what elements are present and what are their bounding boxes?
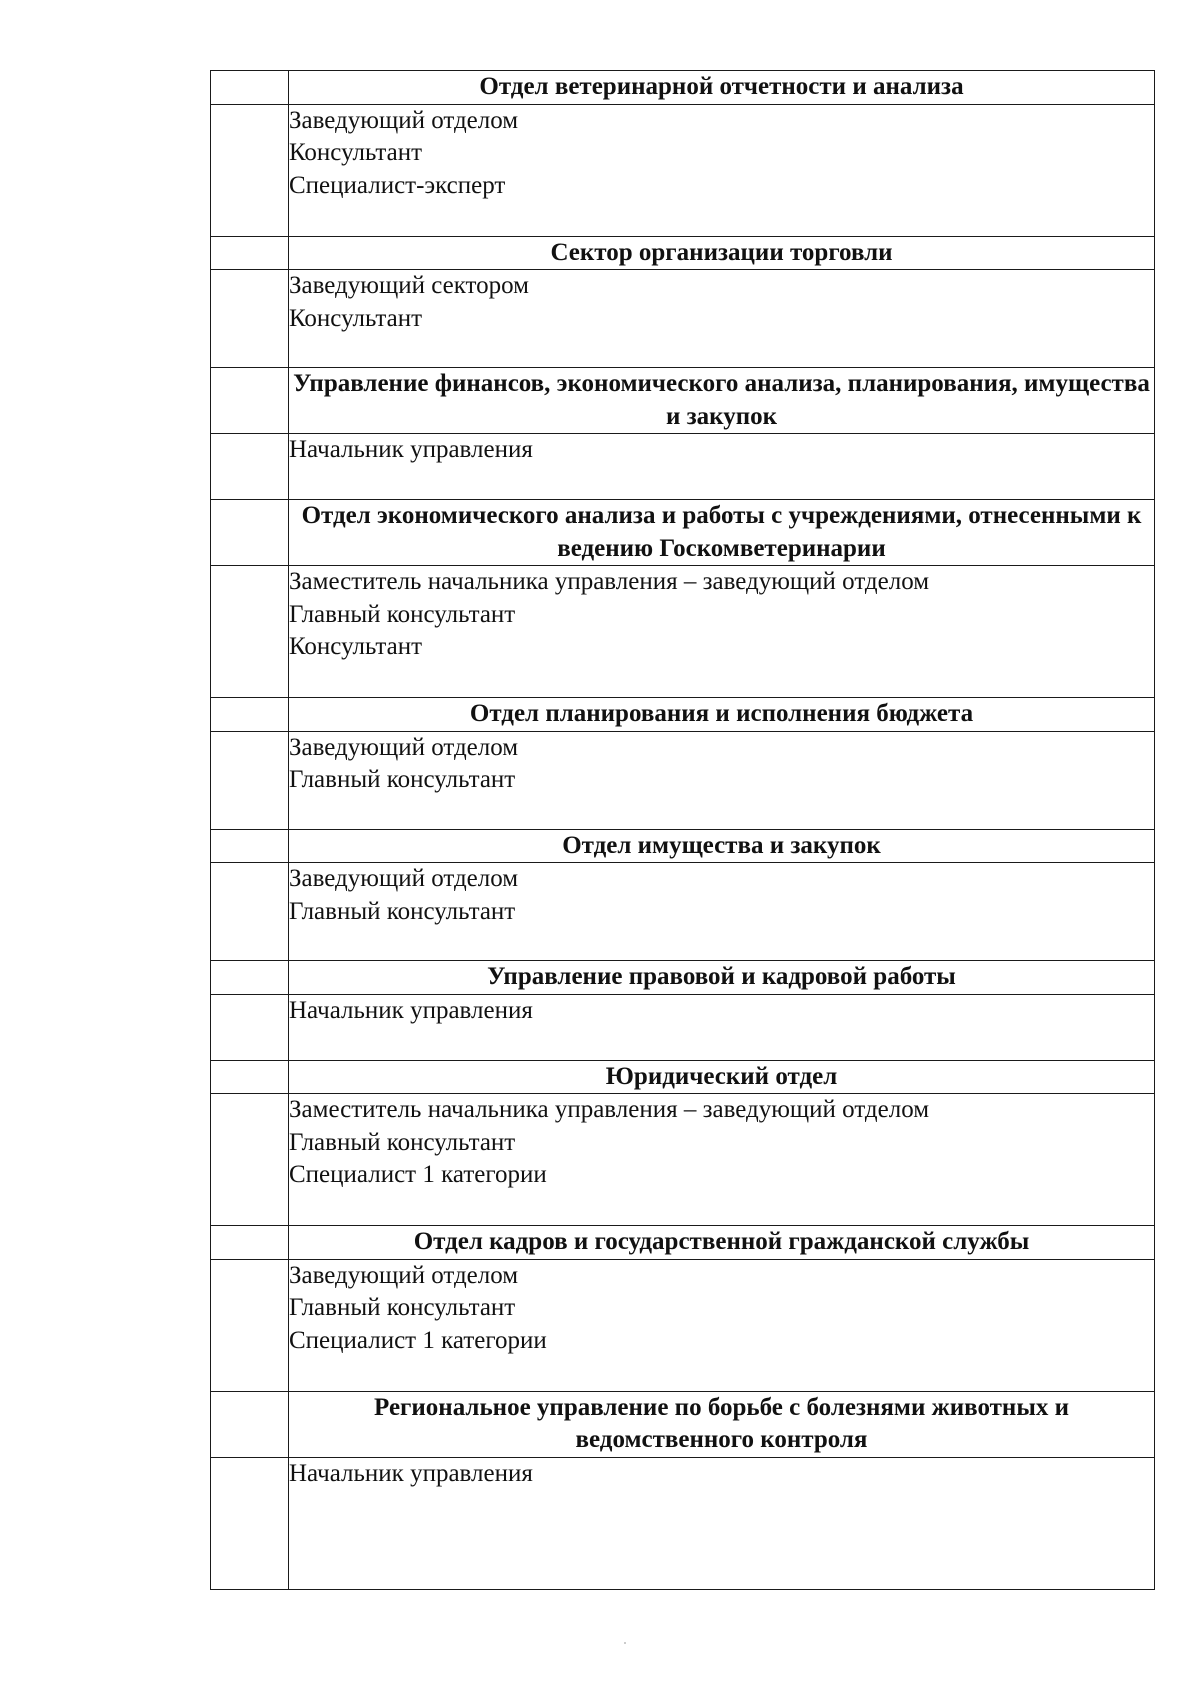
- number-cell: [211, 368, 289, 434]
- number-cell: [211, 731, 289, 829]
- position-item: Специалист 1 категории: [289, 1326, 547, 1354]
- section-header-row: [211, 500, 1155, 566]
- position-item: Начальник управления: [289, 1459, 533, 1487]
- positions-cell: [289, 863, 1155, 961]
- section-body-row: [211, 1094, 1155, 1226]
- position-item: Заведующий отделом: [289, 1261, 519, 1289]
- number-cell: [211, 1094, 289, 1226]
- number-cell: [211, 863, 289, 961]
- section-title: Отдел экономического анализа и работы с учреждениями, отнесенными к ведению Госкомветеринарии: [289, 500, 1155, 566]
- number-cell: [211, 71, 289, 105]
- section-header-row: [211, 71, 1155, 105]
- position-item: Консультант: [289, 139, 423, 166]
- position-item: Главный консультант: [289, 766, 516, 793]
- number-cell: [211, 829, 289, 863]
- positions-cell: [289, 1094, 1155, 1226]
- position-item: Заместитель начальника управления – заведующий отделом: [289, 568, 930, 595]
- number-cell: [211, 1391, 289, 1457]
- section-title: Управление правовой и кадровой работы: [289, 961, 1155, 995]
- number-cell: [211, 236, 289, 270]
- number-cell: [211, 500, 289, 566]
- position-item: Заведующий отделом: [289, 106, 519, 134]
- section-header-row: [211, 698, 1155, 732]
- position-item: Главный консультант: [289, 600, 516, 628]
- number-cell: [211, 994, 289, 1060]
- section-header-row: [211, 236, 1155, 270]
- number-cell: [211, 104, 289, 236]
- position-item: Специалист 1 категории: [289, 1161, 547, 1188]
- section-header-row: [211, 368, 1155, 434]
- number-cell: [211, 1259, 289, 1391]
- scan-speck: [624, 1642, 626, 1644]
- section-header-row: [211, 961, 1155, 995]
- section-body-row: [211, 994, 1155, 1060]
- position-item: Главный консультант: [289, 1128, 516, 1156]
- position-item: Главный консультант: [289, 897, 516, 925]
- section-title: Отдел ветеринарной отчетности и анализа: [289, 71, 1155, 105]
- positions-cell: [289, 434, 1155, 500]
- section-title: Отдел имущества и закупок: [289, 829, 1155, 863]
- position-item: Специалист-эксперт: [289, 171, 506, 199]
- number-cell: [211, 434, 289, 500]
- position-item: Начальник управления: [289, 436, 533, 463]
- section-header-row: [211, 1226, 1155, 1260]
- position-item: Начальник управления: [289, 996, 533, 1024]
- section-header-row: [211, 1060, 1155, 1094]
- number-cell: [211, 1226, 289, 1260]
- positions-cell: [289, 270, 1155, 368]
- section-body-row: [211, 434, 1155, 500]
- section-title: Региональное управление по борьбе с болезнями животных и ведомственного контроля: [289, 1391, 1155, 1457]
- staff-table-body: [211, 71, 1155, 1590]
- section-body-row: [211, 863, 1155, 961]
- section-body-row: [211, 566, 1155, 698]
- section-body-row: [211, 270, 1155, 368]
- section-header-row: [211, 1391, 1155, 1457]
- position-item: Консультант: [289, 633, 423, 660]
- section-title: Сектор организации торговли: [289, 236, 1155, 270]
- number-cell: [211, 698, 289, 732]
- number-cell: [211, 1457, 289, 1589]
- section-title: Отдел планирования и исполнения бюджета: [289, 698, 1155, 732]
- positions-cell: [289, 1259, 1155, 1391]
- section-body-row: [211, 1259, 1155, 1391]
- positions-cell: [289, 994, 1155, 1060]
- section-header-row: [211, 829, 1155, 863]
- section-body-row: [211, 1457, 1155, 1589]
- section-title: Отдел кадров и государственной гражданской службы: [289, 1226, 1155, 1260]
- number-cell: [211, 961, 289, 995]
- section-title: Юридический отдел: [289, 1060, 1155, 1094]
- staff-structure-table: [210, 70, 1155, 1590]
- position-item: Консультант: [289, 304, 423, 332]
- positions-cell: [289, 1457, 1155, 1589]
- number-cell: [211, 566, 289, 698]
- section-body-row: [211, 104, 1155, 236]
- section-body-row: [211, 731, 1155, 829]
- position-item: Заведующий сектором: [289, 272, 529, 299]
- number-cell: [211, 270, 289, 368]
- number-cell: [211, 1060, 289, 1094]
- position-item: Заведующий отделом: [289, 733, 519, 761]
- position-item: Главный консультант: [289, 1294, 516, 1321]
- positions-cell: [289, 731, 1155, 829]
- positions-cell: [289, 566, 1155, 698]
- section-title: Управление финансов, экономического анализа, планирования, имущества и закупок: [289, 368, 1155, 434]
- position-item: Заместитель начальника управления – заведующий отделом: [289, 1096, 930, 1123]
- positions-cell: [289, 104, 1155, 236]
- position-item: Заведующий отделом: [289, 865, 519, 892]
